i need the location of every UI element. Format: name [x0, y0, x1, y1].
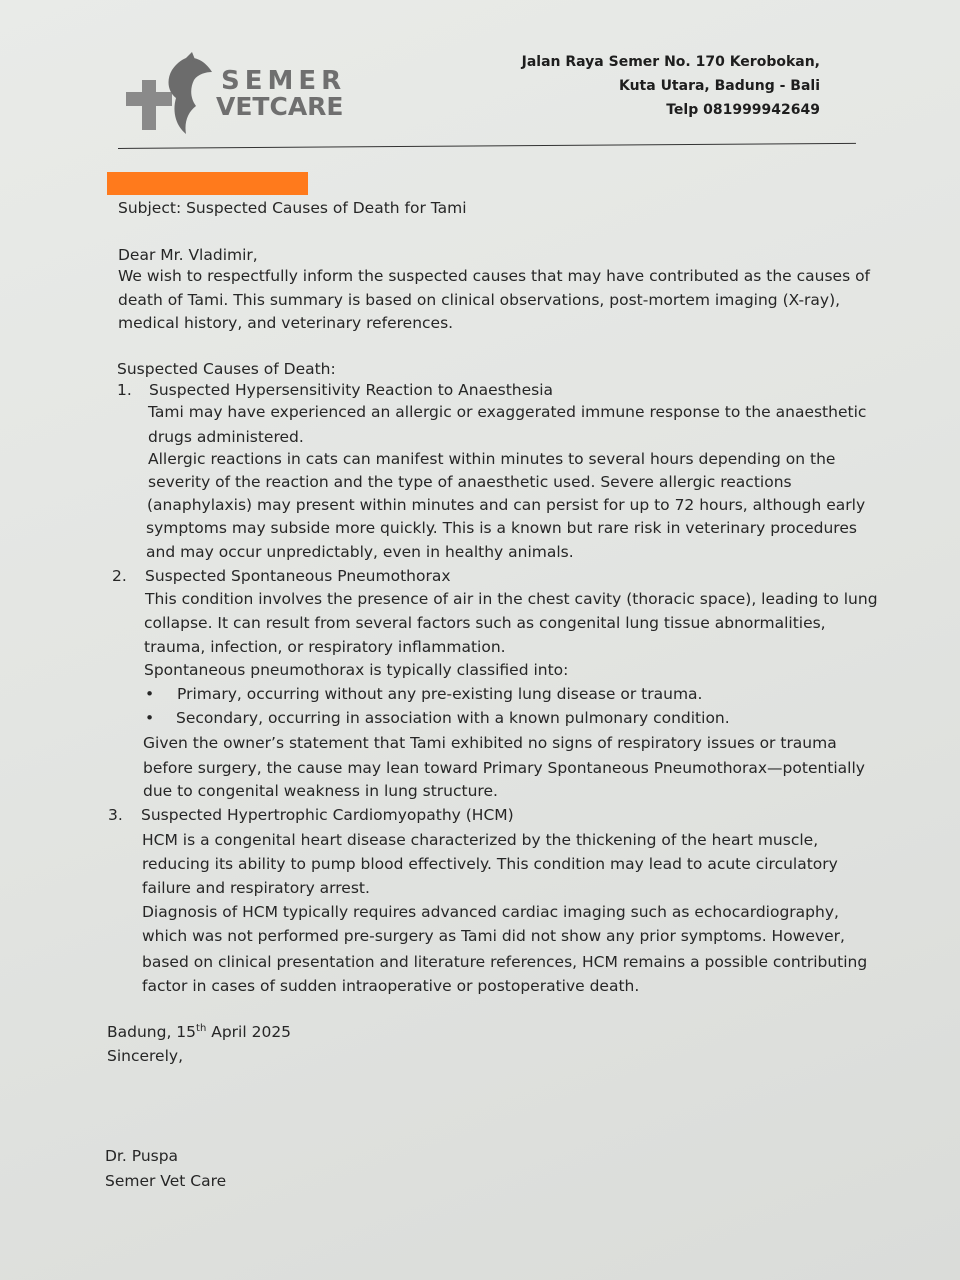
cause-1-text: severity of the reaction and the type of anaesthetic used. Severe allergic reactions [148, 473, 792, 491]
cause-3-text: failure and respiratory arrest. [142, 879, 370, 897]
cause-2-text: This condition involves the presence of air in the chest cavity (thoracic space), leading to lung [145, 590, 878, 608]
address-line-2: Kuta Utara, Badung - Bali [618, 78, 820, 94]
cause-2-text: Spontaneous pneumothorax is typically classified into: [144, 661, 569, 679]
logo-text-semer: SEMER [221, 66, 347, 96]
address-line-1: Jalan Raya Semer No. 170 Kerobokan, [521, 54, 820, 70]
subject-line: Subject: Suspected Causes of Death for Tami [118, 199, 467, 217]
cause-2-text: trauma, infection, or respiratory inflammation. [144, 638, 506, 656]
cause-1-title: Suspected Hypersensitivity Reaction to Anaesthesia [149, 381, 554, 399]
signer-name: Dr. Puspa [105, 1147, 179, 1165]
cause-2-number: 2. [112, 567, 127, 585]
cause-3-number: 3. [108, 806, 123, 824]
cause-1-text: Allergic reactions in cats can manifest within minutes to several hours depending on the [148, 450, 836, 468]
cause-3-text: HCM is a congenital heart disease characterized by the thickening of the heart muscle, [142, 831, 819, 849]
cause-1-text: and may occur unpredictably, even in healthy animals. [146, 543, 574, 561]
bullet-item: Primary, occurring without any pre-existing lung disease or trauma. [177, 685, 703, 703]
cause-3-text: Diagnosis of HCM typically requires advanced cardiac imaging such as echocardiography, [142, 903, 839, 921]
phone-number: Telp 081999942649 [666, 102, 820, 118]
causes-heading: Suspected Causes of Death: [117, 360, 336, 378]
cause-2-title: Suspected Spontaneous Pneumothorax [145, 567, 451, 585]
logo-text-vetcare: VETCARE [216, 92, 344, 121]
cause-1-number: 1. [117, 381, 132, 399]
salutation: Dear Mr. Vladimir, [118, 246, 258, 264]
cause-3-text: based on clinical presentation and literature references, HCM remains a possible contributing [142, 953, 868, 971]
cause-1-text: drugs administered. [148, 428, 304, 446]
bullet-item: Secondary, occurring in association with a known pulmonary condition. [176, 709, 730, 727]
intro-line: We wish to respectfully inform the suspected causes that may have contributed as the causes of [118, 267, 871, 285]
date-ordinal: th [196, 1022, 207, 1034]
date-rest: April 2025 [206, 1023, 292, 1041]
date-place: Badung, 15 [107, 1023, 197, 1041]
cause-2-text: due to congenital weakness in lung structure. [143, 782, 498, 800]
cause-3-title: Suspected Hypertrophic Cardiomyopathy (HCM) [141, 806, 514, 824]
date-line [107, 1022, 291, 1042]
intro-line: medical history, and veterinary references. [118, 314, 454, 332]
cause-3-text: factor in cases of sudden intraoperative or postoperative death. [142, 977, 640, 995]
cause-1-text: symptoms may subside more quickly. This is a known but rare risk in veterinary procedures [146, 519, 857, 537]
bullet-dot: • [145, 685, 155, 703]
intro-line: death of Tami. This summary is based on clinical observations, post-mortem imaging (X-ray), [118, 291, 841, 309]
cause-3-text: which was not performed pre-surgery as Tami did not show any prior symptoms. However, [142, 927, 845, 945]
closing: Sincerely, [107, 1047, 184, 1065]
cause-1-text: Tami may have experienced an allergic or exaggerated immune response to the anaesthetic [148, 403, 867, 421]
cause-1-text: (anaphylaxis) may present within minutes and can persist for up to 72 hours, although early [147, 496, 866, 514]
signer-organization: Semer Vet Care [105, 1172, 227, 1190]
cause-3-text: reducing its ability to pump blood effectively. This condition may lead to acute circulatory [142, 855, 838, 873]
cause-2-text: Given the owner’s statement that Tami exhibited no signs of respiratory issues or trauma [143, 734, 837, 752]
bullet-dot: • [145, 709, 155, 727]
cause-2-text: collapse. It can result from several factors such as congenital lung tissue abnormalities, [144, 614, 826, 632]
cause-2-text: before surgery, the cause may lean toward Primary Spontaneous Pneumothorax—potentially [143, 759, 865, 777]
